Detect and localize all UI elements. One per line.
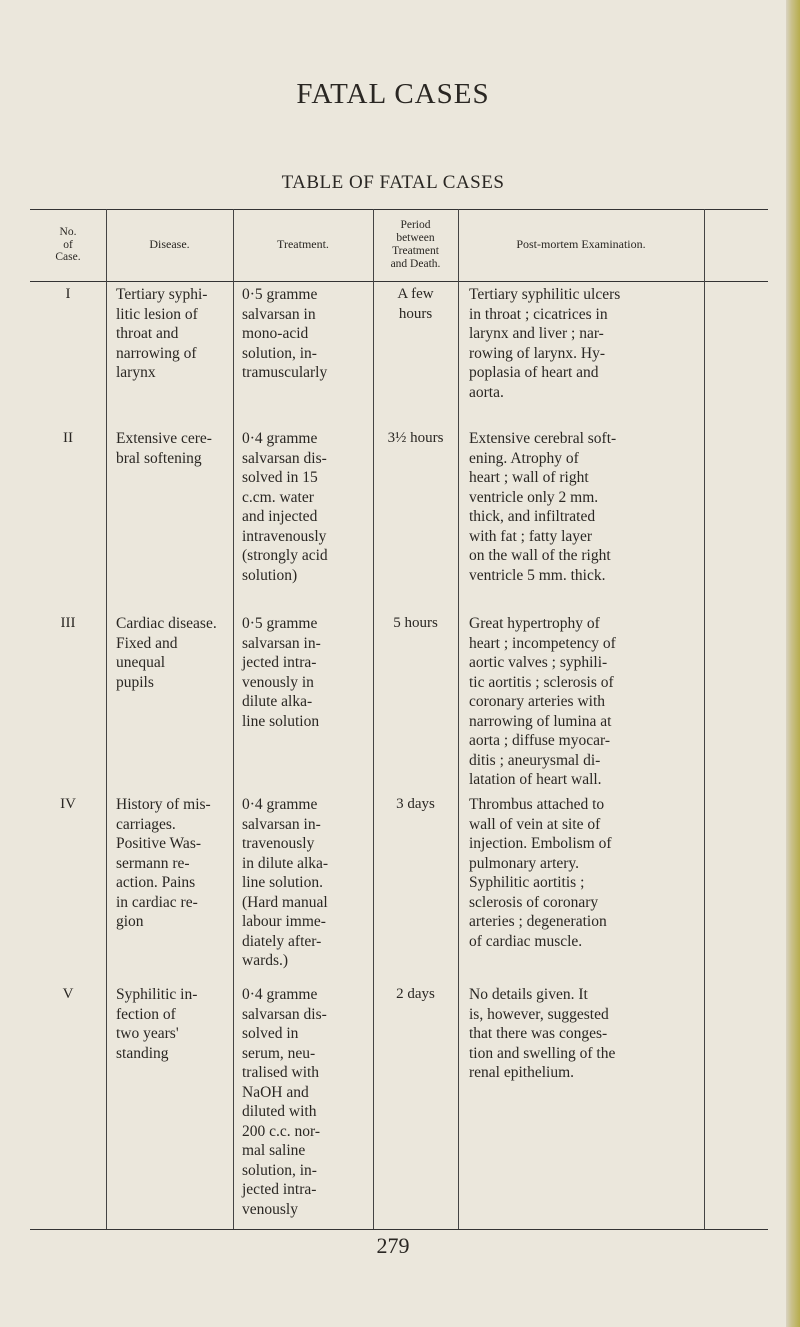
table-header-rule: [30, 281, 768, 282]
case-number: II: [63, 430, 73, 446]
table-top-rule: [30, 209, 768, 210]
case-number: III: [60, 615, 76, 631]
header-case-number: No. of Case.: [55, 225, 81, 264]
disease-cell: Cardiac disease. Fixed and unequal pupils: [116, 615, 217, 691]
disease-cell: Extensive cere- bral softening: [116, 430, 212, 467]
header-treatment: Treatment.: [277, 237, 329, 252]
postmortem-cell: No details given. It is, however, suggested that there was conges- tion and swelling of the renal epithelium.: [469, 986, 616, 1081]
column-divider: [233, 209, 234, 1229]
case-number: I: [65, 286, 71, 302]
disease-cell: History of mis- carriages. Positive Was- sermann re- action. Pains in cardiac re- gion: [116, 796, 211, 930]
header-postmortem: Post-mortem Examination.: [516, 237, 646, 252]
disease-cell: Syphilitic in- fection of two years' standing: [116, 986, 198, 1062]
page-number: 279: [376, 1233, 410, 1258]
period-cell: 2 days: [396, 986, 435, 1002]
postmortem-cell: Thrombus attached to wall of vein at site of injection. Embolism of pulmonary artery. Syphilitic aortitis ; sclerosis of coronary arteries ; degeneration of cardiac muscle.: [469, 796, 612, 950]
column-divider: [704, 209, 705, 1229]
page-edge: [786, 0, 800, 1327]
disease-cell: Tertiary syphi- litic lesion of throat and narrowing of larynx: [116, 286, 208, 381]
treatment-cell: 0·4 gramme salvarsan dis- solved in serum, neu- tralised with NaOH and diluted with 200 c.c. nor- mal saline solution, in- jected intra- venously: [242, 986, 327, 1218]
treatment-cell: 0·4 gramme salvarsan dis- solved in 15 c.cm. water and injected intravenously (strongly acid solution): [242, 430, 328, 584]
period-cell: 3½ hours: [387, 430, 444, 446]
column-divider: [373, 209, 374, 1229]
table-bottom-rule: [30, 1229, 768, 1230]
treatment-cell: 0·5 gramme salvarsan in- jected intra- venously in dilute alka- line solution: [242, 615, 321, 730]
header-disease: Disease.: [149, 237, 190, 252]
column-divider: [458, 209, 459, 1229]
period-cell: 5 hours: [393, 615, 438, 631]
postmortem-cell: Great hypertrophy of heart ; incompetency of aortic valves ; syphili- tic aortitis ; sclerosis of coronary arteries with narrowing of lumina at aorta ; diffuse myocar- ditis ; aneurysmal di- latation of heart wall.: [469, 615, 616, 788]
column-divider: [106, 209, 107, 1229]
case-number: V: [62, 986, 74, 1002]
case-number: IV: [60, 796, 76, 812]
postmortem-cell: Tertiary syphilitic ulcers in throat ; cicatrices in larynx and liver ; nar- rowing of larynx. Hy- poplasia of heart and aorta.: [469, 286, 621, 401]
running-head: FATAL CASES: [296, 78, 490, 110]
treatment-cell: 0·4 gramme salvarsan in- travenously in dilute alka- line solution. (Hard manual labour imme- diately after- wards.): [242, 796, 329, 969]
period-cell: A few hours: [397, 286, 434, 322]
header-period: Period between Treatment and Death.: [390, 219, 441, 270]
postmortem-cell: Extensive cerebral soft- ening. Atrophy of heart ; wall of right ventricle only 2 mm. thick, and infiltrated with fat ; fatty layer on the wall of the right ventricle 5 mm. thick.: [469, 430, 617, 584]
table-title: TABLE OF FATAL CASES: [281, 172, 505, 193]
period-cell: 3 days: [396, 796, 435, 812]
treatment-cell: 0·5 gramme salvarsan in mono-acid solution, in- tramuscularly: [242, 286, 328, 381]
